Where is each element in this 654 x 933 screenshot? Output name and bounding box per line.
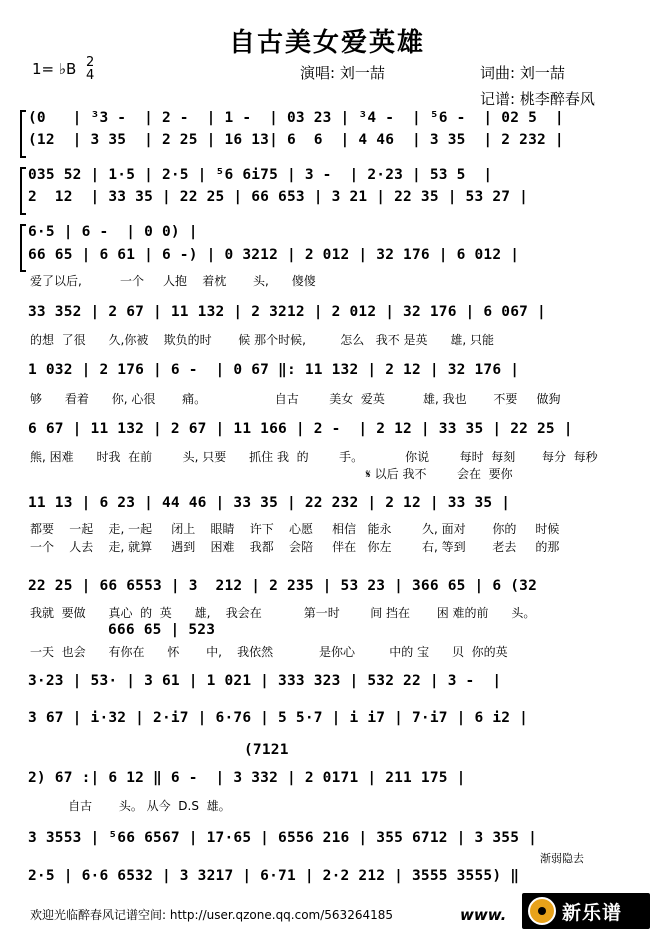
footer-www: www. — [460, 906, 507, 924]
logo-label: 新乐谱 — [562, 901, 623, 924]
footer-credit: 欢迎光临醉春风记谱空间: http://user.qzone.qq.com/563264185 — [30, 908, 394, 922]
score-row: 3 3553 | ⁵66 6567 | 17·65 | 6556 216 | 355 6712 | 3 355 | — [28, 830, 537, 846]
transcriber-credit: 记谱: 桃李醉春风 — [480, 90, 595, 108]
system-bracket — [20, 224, 26, 272]
score-row: 1 032 | 2 176 | 6 - | 0 67 ‖: 11 132 | 2 12 | 32 176 | — [28, 362, 520, 378]
time-signature-bottom: 4 — [86, 68, 95, 83]
score-row: 2·5 | 6·6 6532 | 3 3217 | 6·71 | 2·2 212 | 3555 3555) ‖ — [28, 868, 520, 884]
key-signature: 1= ♭B — [32, 60, 77, 78]
lyric-line: 熊, 困难 时我 在前 头, 只要 抓住 我 的 手。 你说 每时 每刻 每分 每秒 — [30, 450, 598, 464]
lyric-line: 都要 一起 走, 一起 闭上 眼睛 许下 心愿 相信 能永 久, 面对 你的 时候 — [30, 522, 560, 536]
score-row: 22 25 | 66 6553 | 3 212 | 2 235 | 53 23 | 366 65 | 6 (32 — [28, 578, 537, 594]
system-bracket — [20, 167, 26, 215]
score-row: (7121 — [244, 742, 289, 758]
lyric-line: 够 看着 你, 心很 痛。 自古 美女 爱英 雄, 我也 不要 做狗 — [30, 392, 561, 406]
disc-icon — [528, 897, 556, 925]
score-row: 3 67 | i·32 | 2·i7 | 6·76 | 5 5·7 | i i7 | 7·i7 | 6 i2 | — [28, 710, 529, 726]
score-row: (0 | ³3 - | 2 - | 1 - | 03 23 | ³4 - | ⁵6 - | 02 5 | — [28, 110, 564, 126]
lyric-line: 我就 要做 真心 的 英 雄, 我会在 第一时 间 挡在 困 难的前 头。 — [30, 606, 536, 620]
lyric-line: 爱了以后, 一个 人抱 着枕 头, 傻傻 — [30, 274, 316, 288]
score-row: 035 52 | 1·5 | 2·5 | ⁵6 6i75 | 3 - | 2·23 | 53 5 | — [28, 167, 493, 183]
score-row: 66 65 | 6 61 | 6 -) | 0 3212 | 2 012 | 32 176 | 6 012 | — [28, 247, 520, 263]
score-row: 33 352 | 2 67 | 11 132 | 2 3212 | 2 012 | 32 176 | 6 067 | — [28, 304, 546, 320]
song-title: 自古美女爱英雄 — [228, 28, 425, 58]
time-signature — [86, 56, 94, 82]
fade-out-note: 渐弱隐去 — [540, 852, 584, 865]
singer-credit: 演唱: 刘一喆 — [300, 64, 385, 82]
score-row: (12 | 3 35 | 2 25 | 16 13| 6 6 | 4 46 | 3 35 | 2 232 | — [28, 132, 564, 148]
lyric-line: 自古 头。 从今 D.S 雄。 — [30, 799, 231, 813]
site-logo[interactable] — [522, 893, 650, 929]
lyric-line: 一天 也会 有你在 怀 中, 我依然 是你心 中的 宝 贝 你的英 — [30, 645, 508, 659]
lyric-line: 的想 了很 久,你被 欺负的时 候 那个时候, 怎么 我不 是英 雄, 只能 — [30, 333, 495, 347]
system-bracket — [20, 110, 26, 158]
lyric-line: 𝄋 以后 我不 会在 要你 — [30, 467, 513, 481]
composer-credit: 词曲: 刘一喆 — [480, 64, 565, 82]
time-signature-top: 2 — [86, 55, 95, 70]
lyric-line: 一个 人去 走, 就算 遇到 困难 我都 会陪 伴在 你左 右, 等到 老去 的那 — [30, 540, 560, 554]
score-row: 11 13 | 6 23 | 44 46 | 33 35 | 22 232 | 2 12 | 33 35 | — [28, 495, 511, 511]
score-row: 6 67 | 11 132 | 2 67 | 11 166 | 2 - | 2 12 | 33 35 | 22 25 | — [28, 421, 573, 437]
score-row: 2) 67 :| 6 12 ‖ 6 - | 3 332 | 2 0171 | 211 175 | — [28, 770, 466, 786]
score-row: 666 65 | 523 — [108, 622, 216, 638]
score-row: 3·23 | 53· | 3 61 | 1 021 | 333 323 | 532 22 | 3 - | — [28, 673, 502, 689]
score-row: 2 12 | 33 35 | 22 25 | 66 653 | 3 21 | 22 35 | 53 27 | — [28, 189, 529, 205]
score-row: 6·5 | 6 - | 0 0) | — [28, 224, 198, 240]
